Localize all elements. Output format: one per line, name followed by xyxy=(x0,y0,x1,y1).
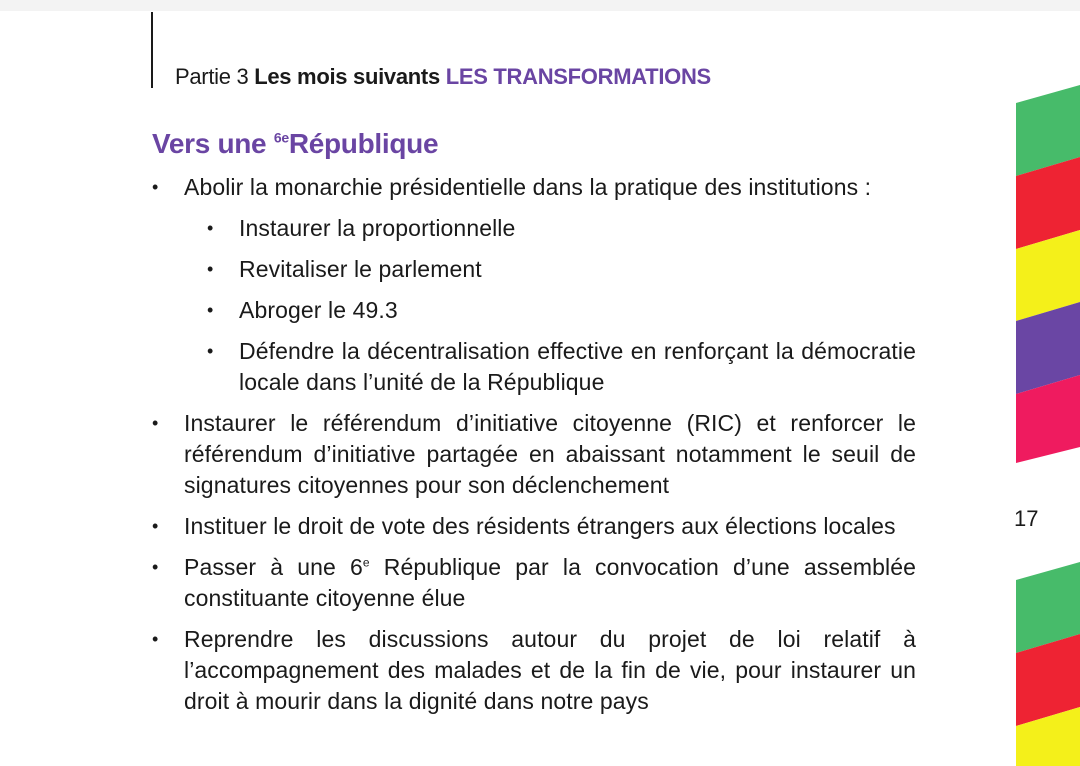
header-part: Partie 3 xyxy=(175,64,249,89)
header-accent: LES TRANSFORMATIONS xyxy=(445,64,711,89)
sub-list-item: • Défendre la décentralisation effective en renforçant la démocratie locale dans l’unité de la République xyxy=(184,336,916,398)
list-item-sup: e xyxy=(362,555,370,570)
stripe-red-top xyxy=(1016,157,1080,249)
header-rule xyxy=(151,12,153,88)
list-item: • Reprendre les discussions autour du projet de loi relatif à l’accompagnement des malades et de la fin de vie, pour instaurer un droit à mourir dans la dignité dans notre pays xyxy=(152,624,916,717)
section-header xyxy=(175,64,711,90)
stripe-pink-top xyxy=(1016,375,1080,463)
header-subtitle: Les mois suivants xyxy=(254,64,440,89)
list-item-text-after: République par la convocation d’une assemblée constituante citoyenne élue xyxy=(184,554,916,611)
sub-list-item: • Abroger le 49.3 xyxy=(184,295,916,326)
list-item xyxy=(152,552,916,614)
list-item: • Instituer le droit de vote des résidents étrangers aux élections locales xyxy=(152,511,916,542)
stripe-yellow-top xyxy=(1016,230,1080,321)
list-item-text-before: Passer à une 6 xyxy=(184,554,363,580)
sub-list-item: • Instaurer la proportionnelle xyxy=(184,213,916,244)
stripe-green-top xyxy=(1016,85,1080,176)
stripe-yellow-bottom xyxy=(1016,707,1080,766)
page-title xyxy=(152,128,438,160)
stripe-red-bottom xyxy=(1016,634,1080,726)
sub-list-item: • Revitaliser le parlement xyxy=(184,254,916,285)
page-number: 17 xyxy=(1014,506,1039,531)
bullet-list xyxy=(152,172,916,727)
title-text-before: Vers une xyxy=(152,128,267,159)
list-item: • Instaurer le référendum d’initiative citoyenne (RIC) et renforcer le référendum d’initiative partagée en abaissant notamment le seuil de signatures citoyennes pour son déclenchement xyxy=(152,408,916,501)
list-item xyxy=(152,172,916,398)
stripe-purple-top xyxy=(1016,302,1080,394)
title-text-after: République xyxy=(288,128,439,159)
top-bar xyxy=(0,0,1080,11)
stripe-green-bottom xyxy=(1016,562,1080,653)
title-sup: 6e xyxy=(273,129,289,146)
list-item-text: Abolir la monarchie présidentielle dans la pratique des institutions : xyxy=(184,174,872,200)
